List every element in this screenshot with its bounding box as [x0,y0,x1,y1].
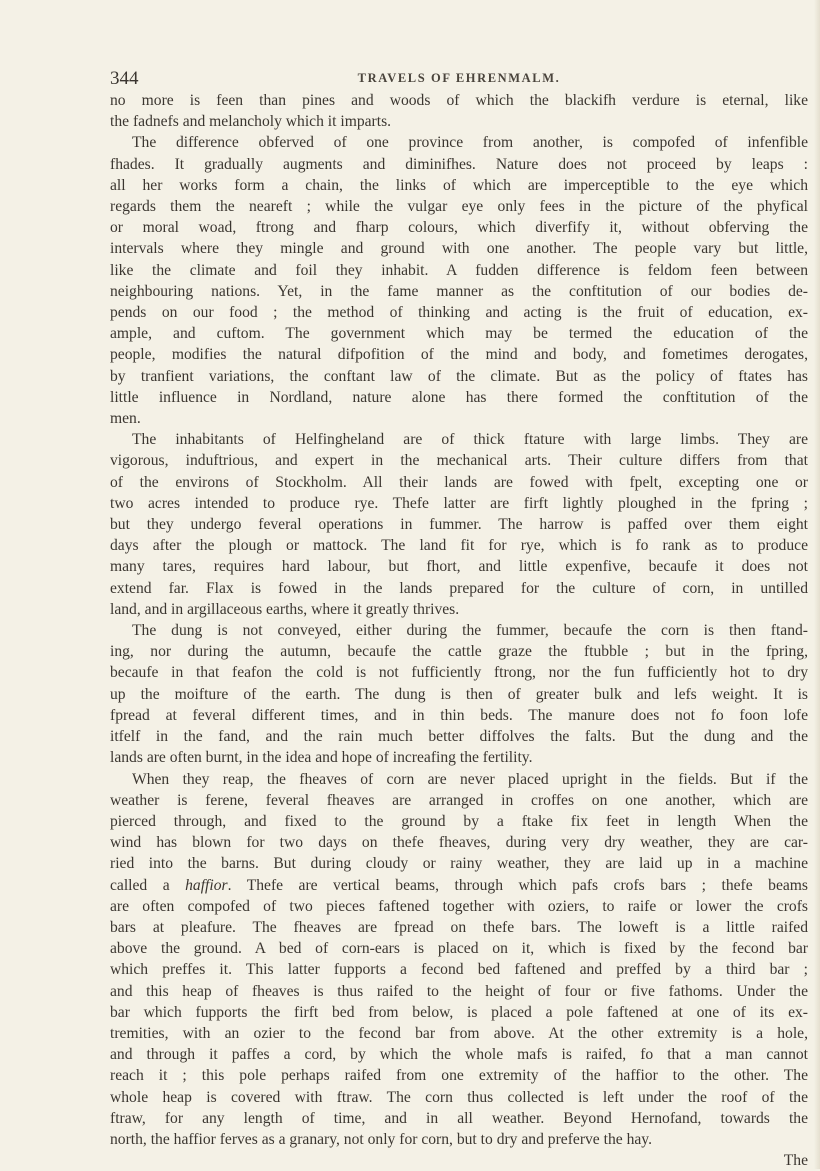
text-line: ample, and cuftom. The government which may be termed the education of the [110,325,808,343]
text-line: fhades. It gradually augments and diminifhes. Nature does not proceed by leaps : [110,155,808,173]
text-line: are often compofed of two pieces faftened together with oziers, to raife or lower the crofs [110,897,808,915]
text-line: no more is feen than pines and woods of which the blackifh verdure is eternal, like [110,92,808,109]
page-body [110,90,808,1171]
text-line: many tares, requires hard labour, but fhort, and little expenfive, becaufe it does not [110,558,808,576]
text-line: above the ground. A bed of corn-ears is placed on it, which is fixed by the fecond bar [110,940,808,958]
text-line: The dung is not conveyed, either during the fummer, becaufe the corn is then ftand- [132,622,808,640]
text-line: all her works form a chain, the links of which are imperceptible to the eye which [110,176,808,194]
text-line: regards them the neareft ; while the vulgar eye only fees in the picture of the phyfical [110,198,808,216]
text-line: north, the haffior ferves as a granary, not only for corn, but to dry and preferve the hay. [110,1130,652,1148]
paragraph [110,90,808,132]
paragraph [110,429,808,620]
text-line: becaufe in that feafon the cold is not fufficiently ftrong, nor the fun fufficiently hot to dry [110,664,808,682]
text-line: itfelf in the fand, and the rain much better diffolves the falts. But the dung and the [110,728,808,746]
text-line: vigorous, induftrious, and expert in the mechanical arts. Their culture differs from that [110,452,808,470]
text-line: lands are often burnt, in the idea and hope of increafing the fertility. [110,749,533,767]
text-line: little influence in Nordland, nature alone has there formed the conftitution of the [110,388,808,406]
text-line: bars at pleafure. The fheaves are fpread on thefe bars. The loweft is a little raifed [110,918,808,936]
text-line: reach it ; this pole perhaps raifed from one extremity of the haffior to the other. The [110,1067,808,1085]
text-line: which preffes it. This latter fupports a fecond bed faftened and preffed by a third bar ; [110,961,808,979]
text-line: bar which fupports the firft bed from below, is placed a pole faftened at one of its ex- [110,1003,808,1021]
text-line: men. [110,410,141,428]
text-line: called a haffior. Thefe are vertical beams, through which pafs crofs bars ; thefe beams [110,876,808,894]
paragraph [110,620,808,768]
paragraph [110,132,808,429]
text-line: people, modifies the natural difpofition of the mind and body, and fometimes derogates, [110,346,808,364]
text-line: whole heap is covered with ftraw. The corn thus collected is left under the roof of the [110,1088,808,1106]
text-line: When they reap, the fheaves of corn are never placed upright in the fields. But if the [132,770,808,788]
text-line: and through it paffes a cord, by which the whole mafs is raifed, fo that a man cannot [110,1046,808,1064]
running-title: TRAVELS OF EHRENMALM. [357,71,561,85]
text-line: by tranfient variations, the conftant law of the climate. But as the policy of ftates has [110,367,808,385]
text-line: days after the plough or mattock. The land fit for rye, which is fo rank as to produce [110,537,808,555]
text-line: weather is ferene, feveral fheaves are arranged in croffes on one another, which are [110,791,808,809]
text-line: The difference obferved of one province from another, is compofed of infenfible [132,134,808,152]
paragraph [110,769,808,1151]
text-line: ing, nor during the autumn, becaufe the cattle graze the ftubble ; but in the fpring, [110,643,808,661]
text-line: fpread at feveral different times, and in thin beds. The manure does not fo foon lofe [110,706,808,724]
italic-term: haffior [185,876,228,894]
page-number: 344 [110,68,139,89]
text-line: extend far. Flax is fowed in the lands prepared for the culture of corn, in untilled [110,579,808,597]
text-line: neighbouring nations. Yet, in the fame manner as the conftitution of our bodies de- [110,282,808,300]
text-line: land, and in argillaceous earths, where it greatly thrives. [110,600,460,618]
text-line: of the environs of Stockholm. All their lands are fowed with fpelt, excepting one or [110,473,808,491]
catchword: The [783,1152,808,1170]
text-line: tremities, with an ozier to the fecond bar from above. At the other extremity is a hole, [110,1024,808,1042]
text-line: pends on our food ; the method of thinking and acting is the fruit of education, ex- [110,304,808,322]
text-line: intervals where they mingle and ground with one another. The people vary but little, [110,240,808,258]
page-edge-shadow [814,0,820,1169]
text-line: pierced through, and fixed to the ground by a ftake fix feet in length When the [110,812,808,830]
text-line: wind has blown for two days on thefe fheaves, during very dry weather, they are car- [110,834,808,852]
text-line: or moral woad, ftrong and fharp colours, which diverfify it, without obferving the [110,219,808,237]
text-line: like the climate and foil they inhabit. A fudden difference is feldom feen between [110,261,808,279]
text-line: The inhabitants of Helfingheland are of thick ftature with large limbs. They are [132,431,808,449]
text-line: the fadnefs and melancholy which it imparts. [110,113,392,131]
text-line: ried into the barns. But during cloudy or rainy weather, they are laid up in a machine [110,855,808,873]
text-line: and this heap of fheaves is thus raifed to the height of four or five fathoms. Under the [110,982,808,1000]
text-line: ftraw, for any length of time, and in all weather. Beyond Hernofand, towards the [110,1109,808,1127]
text-line: two acres intended to produce rye. Thefe latter are firft lightly ploughed in the fpring ; [110,494,808,512]
text-line: up the moifture of the earth. The dung is then of greater bulk and lefs weight. It is [110,685,808,703]
text-line: but they undergo feveral operations in fummer. The harrow is paffed over them eight [110,516,808,534]
